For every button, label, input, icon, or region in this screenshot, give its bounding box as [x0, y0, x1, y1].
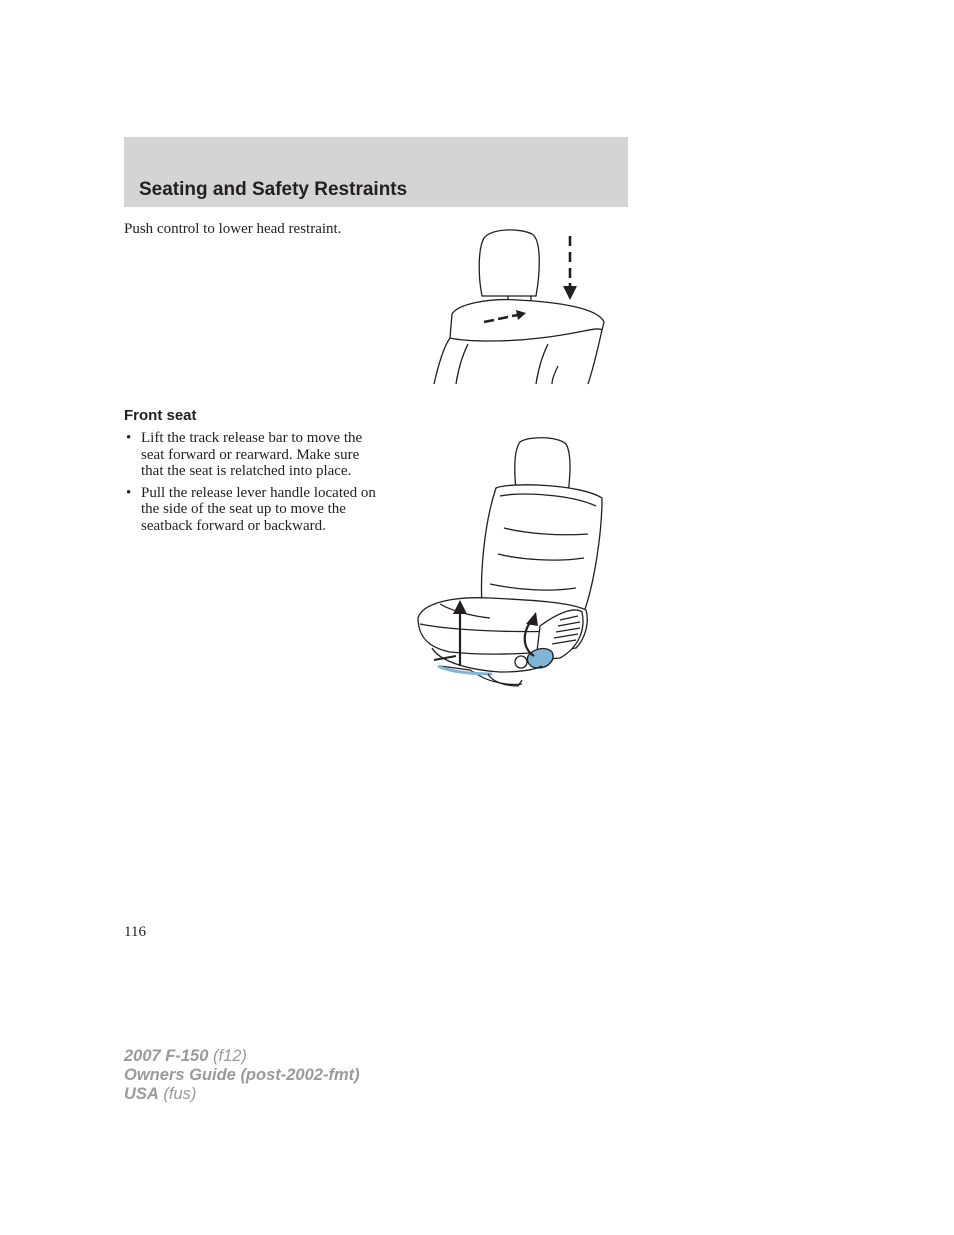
footer-market-code: (fus): [158, 1085, 197, 1103]
front-seat-illustration: [410, 434, 612, 698]
footer-guide: Owners Guide (post-2002-fmt): [124, 1066, 360, 1084]
bullet-icon: •: [126, 484, 132, 501]
headrest-instruction: Push control to lower head restraint.: [124, 221, 342, 237]
front-seat-heading: Front seat: [124, 407, 197, 424]
front-seat-instructions: [124, 430, 384, 539]
page-number: 116: [124, 924, 146, 940]
footer-line-market: [124, 1085, 360, 1104]
footer-line-guide: [124, 1066, 360, 1085]
footer-market: USA: [124, 1085, 159, 1103]
section-header-band: [124, 137, 628, 207]
bullet-text: Pull the release lever handle located on the side of the seat up to move the seatback forward or backward.: [141, 484, 376, 534]
headrest-illustration: [428, 226, 612, 386]
bullet-text: Lift the track release bar to move the seat forward or rearward. Make sure that the seat is relatched into place.: [141, 430, 363, 479]
bullet-icon: •: [126, 430, 132, 446]
footer-line-model: [124, 1047, 360, 1066]
section-title: Seating and Safety Restraints: [139, 179, 408, 200]
list-item: [124, 485, 384, 535]
footer-model: 2007 F-150: [124, 1047, 209, 1065]
list-item: [124, 430, 384, 480]
footer-model-code: (f12): [208, 1047, 247, 1065]
document-footer: [124, 1047, 360, 1104]
